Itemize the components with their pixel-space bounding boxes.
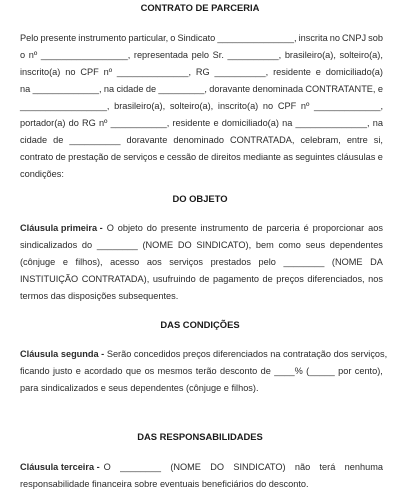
word: aos bbox=[146, 257, 162, 267]
word: usufruindo bbox=[152, 274, 196, 284]
word: nenhuma bbox=[344, 462, 383, 472]
word: acesso bbox=[110, 257, 140, 267]
clause-line bbox=[20, 237, 383, 254]
word: (NOME bbox=[331, 257, 363, 267]
word: terá bbox=[319, 462, 336, 472]
word: ________ bbox=[283, 257, 325, 267]
clause-primeira bbox=[20, 220, 383, 305]
word: __________ bbox=[69, 135, 121, 145]
word: instrumento bbox=[200, 223, 249, 233]
word: de bbox=[53, 135, 64, 145]
word: DO bbox=[177, 240, 192, 250]
clause-line-rest: Serão concedidos preços diferenciados na contratação dos serviços, bbox=[106, 349, 388, 359]
word: SINDICATO), bbox=[196, 240, 252, 250]
word: pagamento bbox=[213, 274, 259, 284]
word: sob bbox=[368, 33, 383, 43]
word: no bbox=[262, 101, 274, 111]
word: Pelo bbox=[20, 33, 39, 43]
word: no bbox=[65, 67, 76, 77]
word: portador(a) bbox=[20, 118, 66, 128]
word: Sr. bbox=[212, 50, 224, 60]
intro-line bbox=[20, 132, 383, 149]
word: preços bbox=[276, 274, 304, 284]
section-heading-objeto: DO OBJETO bbox=[172, 193, 228, 204]
section-heading-responsabilidades: DAS RESPONSABILIDADES bbox=[137, 431, 263, 442]
word: o bbox=[20, 50, 26, 60]
clause-line bbox=[20, 254, 383, 271]
clause-last-line: responsabilidade financeira sobre eventuais beneficiários do desconto. bbox=[20, 479, 309, 489]
word: e bbox=[75, 366, 81, 376]
word: terão bbox=[195, 366, 217, 376]
word: si, bbox=[373, 135, 383, 145]
intro-line bbox=[20, 30, 383, 47]
word: de bbox=[252, 223, 263, 233]
word: O bbox=[103, 462, 111, 472]
intro-last-line: condições: bbox=[20, 169, 64, 179]
word: residente bbox=[172, 118, 211, 128]
clause-label: Cláusula terceira - bbox=[20, 462, 100, 472]
word: domiciliado(a) bbox=[221, 118, 279, 128]
word: CONTRATANTE, bbox=[305, 84, 376, 94]
word: ________ bbox=[96, 240, 138, 250]
word: nº bbox=[98, 118, 108, 128]
word: contrato bbox=[20, 152, 54, 162]
clause-terceira bbox=[20, 459, 383, 493]
word: direitos bbox=[211, 152, 241, 162]
word: brasileiro(a), bbox=[284, 50, 336, 60]
word: proporcionar bbox=[312, 223, 365, 233]
word: mediante bbox=[243, 152, 281, 162]
word: na bbox=[282, 118, 293, 128]
word: no bbox=[329, 33, 340, 43]
word: celebram, bbox=[300, 135, 341, 145]
word: INSTITUIÇÃO bbox=[20, 274, 79, 284]
word: como bbox=[278, 240, 301, 250]
word: ___________, bbox=[110, 118, 170, 128]
word: dependentes bbox=[329, 240, 383, 250]
intro-line bbox=[20, 64, 383, 81]
word: __________, bbox=[227, 50, 282, 60]
word: e bbox=[159, 152, 165, 162]
word: por bbox=[338, 366, 352, 376]
word: do bbox=[68, 118, 79, 128]
clause-label: Cláusula primeira - bbox=[20, 223, 103, 233]
word: ______________, bbox=[295, 118, 370, 128]
clause-last-line: termos das disposições subsequentes. bbox=[20, 291, 179, 301]
word: cento), bbox=[354, 366, 383, 376]
word: prestação bbox=[68, 152, 109, 162]
word: do bbox=[81, 240, 93, 250]
word: nº bbox=[103, 67, 113, 77]
word: instrumento bbox=[78, 33, 127, 43]
word: (_____ bbox=[306, 366, 335, 376]
word: cláusulas bbox=[337, 152, 376, 162]
word: inscrito(a) bbox=[20, 67, 61, 77]
word: seus bbox=[305, 240, 326, 250]
section-heading-condicoes: DAS CONDIÇÕES bbox=[160, 319, 240, 330]
intro-paragraph bbox=[20, 30, 383, 183]
word: mesmos bbox=[157, 366, 193, 376]
word: de bbox=[262, 274, 273, 284]
word: cidade bbox=[116, 84, 144, 94]
word: CPF bbox=[80, 67, 99, 77]
word: sindicalizados bbox=[20, 240, 78, 250]
word: _____________, bbox=[314, 101, 383, 111]
clause-segunda bbox=[20, 346, 388, 397]
word: serviços bbox=[123, 152, 158, 162]
word: inscrita bbox=[298, 33, 328, 43]
word: nos bbox=[368, 274, 383, 284]
word: que bbox=[125, 366, 142, 376]
word: nº bbox=[300, 101, 310, 111]
word: de bbox=[199, 274, 210, 284]
word: de bbox=[198, 152, 209, 162]
word: acordado bbox=[84, 366, 123, 376]
intro-line bbox=[20, 149, 383, 166]
clause-line-rest bbox=[104, 459, 383, 476]
word: seguintes bbox=[295, 152, 335, 162]
word: SINDICATO) bbox=[233, 462, 286, 472]
word: de bbox=[260, 366, 271, 376]
word: e bbox=[62, 257, 68, 267]
word: CPF bbox=[277, 101, 297, 111]
clause-line bbox=[20, 220, 383, 237]
word: as bbox=[283, 152, 293, 162]
word: Sindicato bbox=[177, 33, 216, 43]
word: DA bbox=[370, 257, 383, 267]
intro-line bbox=[20, 115, 383, 132]
word: na bbox=[20, 84, 31, 94]
word: e bbox=[377, 84, 383, 94]
word: representada bbox=[133, 50, 189, 60]
word: ______________, bbox=[116, 67, 192, 77]
word: CONTRATADA, bbox=[229, 135, 295, 145]
word: _________, bbox=[158, 84, 207, 94]
word: não bbox=[294, 462, 311, 472]
word: solteiro(a), bbox=[339, 50, 383, 60]
clause-line bbox=[20, 346, 388, 363]
word: e bbox=[213, 118, 219, 128]
word: de bbox=[110, 152, 122, 162]
word: prestados bbox=[210, 257, 251, 267]
word: aos bbox=[368, 223, 383, 233]
word: cessão bbox=[167, 152, 197, 162]
word: o bbox=[170, 33, 176, 43]
word: RG bbox=[195, 67, 210, 77]
word: os bbox=[144, 366, 155, 376]
word: justo bbox=[52, 366, 73, 376]
word: CNPJ bbox=[342, 33, 367, 43]
word: e bbox=[315, 67, 321, 77]
word: ________ bbox=[120, 462, 162, 472]
word: e bbox=[377, 152, 383, 162]
word: _________________, bbox=[40, 50, 131, 60]
intro-line bbox=[20, 81, 383, 98]
word: RG bbox=[82, 118, 96, 128]
word: desconto bbox=[219, 366, 258, 376]
word: na bbox=[372, 118, 383, 128]
intro-line bbox=[20, 98, 383, 115]
word: de bbox=[55, 152, 66, 162]
word: particular, bbox=[128, 33, 169, 43]
clause-line bbox=[20, 363, 383, 380]
word: DO bbox=[210, 462, 225, 472]
word: filhos), bbox=[75, 257, 103, 267]
word: inscrito(a) bbox=[217, 101, 259, 111]
word: na bbox=[103, 84, 115, 94]
word: _______________, bbox=[217, 33, 297, 43]
word: parceria bbox=[266, 223, 300, 233]
word: do bbox=[146, 223, 157, 233]
word: domiciliado(a) bbox=[325, 67, 383, 77]
word: denominada bbox=[252, 84, 304, 94]
word: ficando bbox=[20, 366, 50, 376]
word: presente bbox=[40, 33, 77, 43]
word: _________________, bbox=[20, 101, 110, 111]
word: de bbox=[145, 84, 157, 94]
word: objeto bbox=[117, 223, 143, 233]
word: brasileiro(a), bbox=[114, 101, 166, 111]
word: pelo bbox=[191, 50, 210, 60]
word: _____________, bbox=[32, 84, 102, 94]
word: (NOME bbox=[170, 462, 201, 472]
clause-line bbox=[20, 459, 383, 476]
word: (cônjuge bbox=[20, 257, 56, 267]
word: doravante bbox=[126, 135, 168, 145]
word: (NOME bbox=[142, 240, 174, 250]
word: solteiro(a), bbox=[169, 101, 214, 111]
word: cidade bbox=[20, 135, 48, 145]
word: __________, bbox=[214, 67, 269, 77]
word: é bbox=[303, 223, 309, 233]
document-title: CONTRATO DE PARCERIA bbox=[140, 2, 260, 13]
word: entre bbox=[346, 135, 368, 145]
word: CONTRATADA), bbox=[81, 274, 150, 284]
word: presente bbox=[160, 223, 197, 233]
word: denominado bbox=[173, 135, 224, 145]
clause-line bbox=[20, 271, 383, 288]
word: diferenciados, bbox=[307, 274, 365, 284]
word: serviços bbox=[169, 257, 203, 267]
clause-label: Cláusula segunda - bbox=[20, 349, 105, 359]
word: doravante bbox=[209, 84, 251, 94]
word: pelo bbox=[258, 257, 276, 267]
intro-line bbox=[20, 47, 383, 64]
clause-line-rest bbox=[107, 220, 383, 237]
word: O bbox=[106, 223, 114, 233]
word: bem bbox=[255, 240, 274, 250]
word: nº bbox=[28, 50, 38, 60]
word: residente bbox=[273, 67, 311, 77]
clause-last-line: para sindicalizados e seus dependentes (cônjuge e filhos). bbox=[20, 383, 259, 393]
word: ____% bbox=[274, 366, 303, 376]
